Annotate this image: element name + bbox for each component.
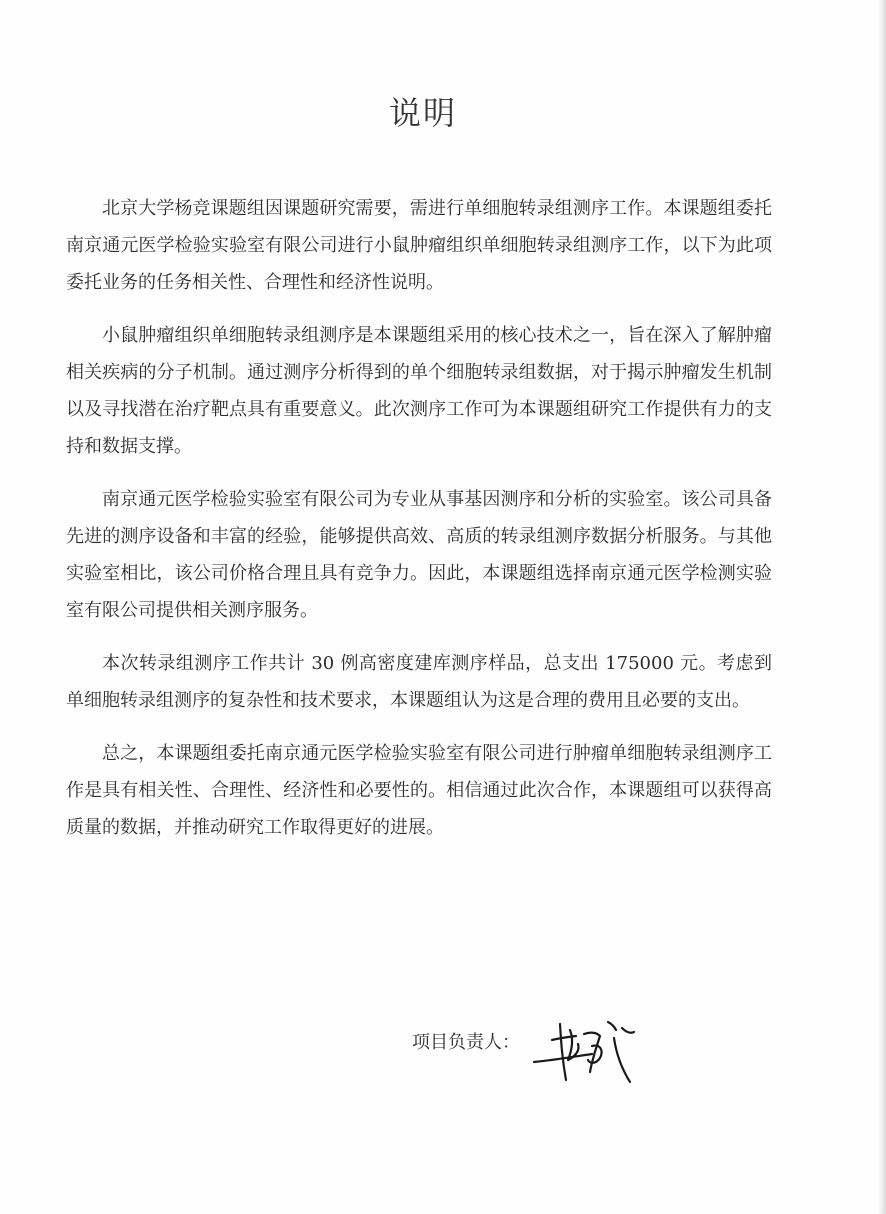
document-body <box>66 190 772 862</box>
page-edge-shadow <box>878 0 886 1214</box>
paragraph-3: 南京通元医学检验实验室有限公司为专业从事基因测序和分析的实验室。该公司具备先进的测序设备和丰富的经验，能够提供高效、高质的转录组测序数据分析服务。与其他实验室相比，该公司价格合理且具有竞争力。因此，本课题组选择南京通元医学检测实验室有限公司提供相关测序服务。 <box>66 489 772 621</box>
signature-label: 项目负责人： <box>412 1032 520 1053</box>
paragraph-4: 本次转录组测序工作共计 30 例高密度建库测序样品，总支出 175000 元。考虑到单细胞转录组测序的复杂性和技术要求，本课题组认为这是合理的费用且必要的支出。 <box>66 653 772 711</box>
document-title: 说明 <box>388 94 457 132</box>
handwritten-signature <box>530 1010 640 1095</box>
paragraph-5: 总之，本课题组委托南京通元医学检验实验室有限公司进行肿瘤单细胞转录组测序工作是具有相关性、合理性、经济性和必要性的。相信通过此次合作，本课题组可以获得高质量的数据，并推动研究工作取得更好的进展。 <box>66 743 772 838</box>
signature-block <box>412 1020 712 1110</box>
paragraph-2: 小鼠肿瘤组织单细胞转录组测序是本课题组采用的核心技术之一，旨在深入了解肿瘤相关疾病的分子机制。通过测序分析得到的单个细胞转录组数据，对于揭示肿瘤发生机制以及寻找潜在治疗靶点具有重要意义。此次测序工作可为本课题组研究工作提供有力的支持和数据支撑。 <box>66 325 772 457</box>
paragraph-1: 北京大学杨竞课题组因课题研究需要，需进行单细胞转录组测序工作。本课题组委托南京通元医学检验实验室有限公司进行小鼠肿瘤组织单细胞转录组测序工作，以下为此项委托业务的任务相关性、合理性和经济性说明。 <box>66 198 772 293</box>
